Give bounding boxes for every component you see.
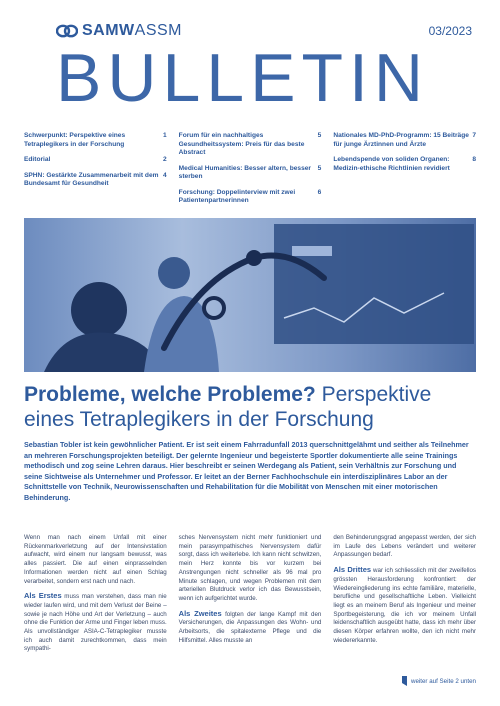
toc-page: 1 bbox=[163, 132, 167, 139]
keyword: Als Erstes bbox=[24, 591, 62, 601]
toc-item[interactable] bbox=[24, 172, 167, 189]
article-body bbox=[24, 534, 476, 660]
monitor-label bbox=[292, 246, 332, 256]
toc-column-3 bbox=[333, 132, 476, 213]
toc-page: 2 bbox=[163, 156, 167, 163]
toc-page: 4 bbox=[163, 171, 167, 179]
toc-column-1 bbox=[24, 132, 167, 213]
toc-column-2 bbox=[179, 132, 322, 213]
hero-photo bbox=[24, 218, 476, 372]
toc-item[interactable] bbox=[24, 156, 167, 165]
samw-logo-icon bbox=[56, 24, 78, 38]
continue-arrow-icon bbox=[402, 676, 407, 686]
toc-page: 5 bbox=[317, 132, 322, 139]
paragraph bbox=[333, 566, 476, 645]
masthead-title: BULLETIN bbox=[56, 40, 429, 116]
toc-item[interactable] bbox=[179, 189, 322, 206]
issue-number: 03/2023 bbox=[428, 24, 472, 38]
paragraph-text: war ich schliesslich mit der zweifellos grössten Herausforderung konfrontiert: der Wiedereingliederung ins echte familiäre, materielle, berufliche und gesellschaftliche Leben. Vielleicht liegt es an meinem Beruf als Ingenieur und meiner Sportbegeisterung, die ich vor meinem Unfall leidenschaftlich ausgeübt hatte, dass ich mehr über diesen Körper erfahren wollte, den ich nicht mehr wiedererkannte. bbox=[333, 567, 477, 644]
toc-text: Forschung: Doppelinterview mit zwei Patientenpartnerinnen bbox=[178, 188, 296, 204]
article-lead: Sebastian Tobler ist kein gewöhnlicher Patient. Er ist seit einem Fahrradunfall 2013 querschnittgelähmt und seither als Teilnehmer an mehreren Forschungsprojekten beteiligt. Der gelernte Ingenieur und begeisterte Sportler dokumentierte alle seine Trainings methodisch und zog seine Lehren daraus. Hier beschreibt er seinen Werdegang als Patient, sein Verhältnis zur Forschung und seine Sichtweise als Unternehmer und Professor. Er leitet an der Berner Fachhochschule ein interdisziplinäres Labor an der Schnittstelle von Technik, Neurowissenschaften und Rehabilitation für die Mobilität von Menschen mit einer motorischen Behinderung. bbox=[24, 440, 469, 502]
paragraph bbox=[179, 610, 322, 646]
column-3 bbox=[333, 534, 476, 660]
continue-link[interactable] bbox=[402, 676, 476, 686]
toc-text: Nationales MD-PhD-Programm: 15 Beiträge für junge Ärztinnen und Ärzte bbox=[333, 132, 469, 148]
toc-page: 7 bbox=[472, 132, 477, 139]
toc-item[interactable] bbox=[179, 165, 322, 182]
toc-page: 6 bbox=[317, 188, 322, 196]
table-of-contents bbox=[24, 132, 476, 213]
researcher-head bbox=[158, 257, 190, 289]
paragraph: Wenn man nach einem Unfall mit einer Rückenmarkverletzung auf der Intensivstation aufwacht, wird einem nur langsam bewusst, was alles passiert. Die auf einen einprasselnden Informationen werden nicht auf einen Schlag verarbeitet, sondern erst nach und nach. bbox=[24, 534, 167, 585]
toc-item[interactable] bbox=[24, 132, 167, 149]
toc-item[interactable] bbox=[333, 132, 476, 149]
researcher-body bbox=[144, 296, 219, 372]
toc-item[interactable] bbox=[179, 132, 322, 158]
headline-bold: Probleme, welche Probleme? bbox=[24, 383, 316, 406]
logo-part1: SAMW bbox=[82, 22, 135, 39]
keyword: Als Drittes bbox=[333, 565, 372, 575]
robotic-hand bbox=[204, 298, 224, 318]
toc-text: Forum für ein nachhaltiges Gesundheitssystem: Preis für das beste Abstract bbox=[178, 132, 305, 156]
toc-page: 8 bbox=[472, 156, 477, 163]
patient-head bbox=[71, 282, 127, 338]
paragraph bbox=[24, 592, 167, 654]
toc-item[interactable] bbox=[333, 156, 476, 173]
paragraph-text: muss man verstehen, dass man nie wieder laufen wird, und mit dem Verlust der Beine – sowie je nach Höhe und Art der Verletzung – auch ohne die Funktion der Arme und Finger leben muss. Als unvollständiger ASIA-C-Tetraplegiker musste ich auch damit zurechtkommen, dass mein sympathi- bbox=[24, 593, 167, 653]
toc-text: SPHN: Gestärkte Zusammenarbeit mit dem Bundesamt für Gesundheit bbox=[24, 171, 159, 187]
paragraph: den Behinderungsgrad angepasst werden, der sich im Laufe des Lebens verändert und weiterer Anpassungen bedarf. bbox=[333, 534, 477, 559]
toc-text: Medical Humanities: Besser altern, besser sterben bbox=[178, 164, 311, 180]
column-2 bbox=[179, 534, 322, 660]
paragraph-text: folgten der lange Kampf mit den Versicherungen, die Anpassungen des Wohn- und Arbeitsorts, die spitalexterne Pflege und die Hilfsmittel. Alles musste an bbox=[178, 610, 322, 644]
paragraph: sches Nervensystem nicht mehr funktioniert und mein parasympathisches Nervensystem dafür sorgt, dass ich weiterlebe. Ich kann nicht schwitzen, mein Herz konnte bis vor kurzem bei Anstrengungen nicht schneller als 96 mal pro Minute schlagen, und wegen Problemen mit dem arteriellen Blutdruck verlor ich das Bewusstsein, wenn ich aufgerichtet wurde. bbox=[178, 534, 322, 602]
header bbox=[0, 0, 500, 120]
column-1 bbox=[24, 534, 167, 660]
robotic-joint bbox=[246, 250, 262, 266]
hero-illustration bbox=[24, 218, 476, 372]
continue-text: weiter auf Seite 2 unten bbox=[410, 677, 476, 685]
keyword: Als Zweites bbox=[178, 608, 222, 618]
toc-text: Lebendspende von soliden Organen: Medizin-ethische Richtlinien revidiert bbox=[333, 156, 450, 172]
toc-text: Schwerpunkt: Perspektive eines Tetraplegikers in der Forschung bbox=[24, 132, 126, 148]
toc-text: Editorial bbox=[24, 156, 51, 163]
toc-page: 5 bbox=[317, 164, 322, 172]
logo-part2: ASSM bbox=[134, 22, 182, 39]
headline-rest: Perspektive eines Tetraplegikers in der Forschung bbox=[24, 383, 432, 431]
monitor-screen bbox=[274, 224, 474, 344]
article-headline bbox=[24, 382, 476, 432]
